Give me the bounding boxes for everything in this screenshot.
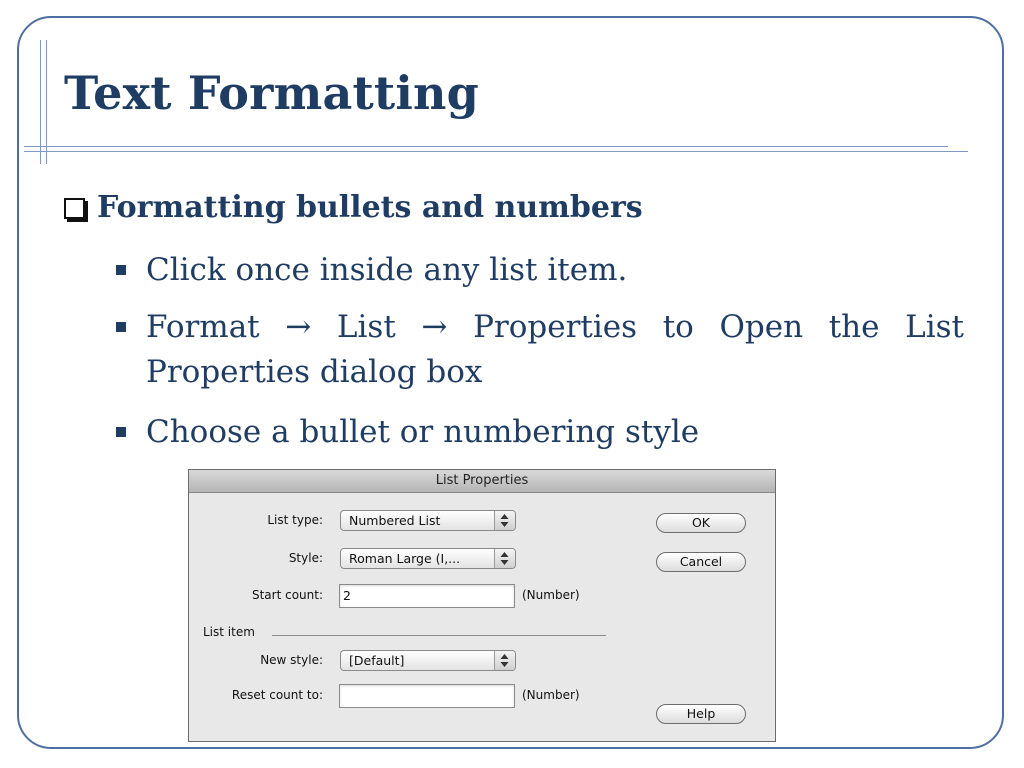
cancel-button[interactable]: Cancel (656, 552, 746, 572)
group-divider (272, 635, 606, 636)
checkbox-bullet-icon (64, 198, 85, 219)
heading-bullet (64, 190, 643, 225)
bullet-item-2 (116, 305, 964, 395)
updown-arrows-icon (494, 549, 515, 568)
bullet-text-2: Format → List → Properties to Open the List Properties dialog box (146, 309, 964, 390)
list-item-group-label: List item (203, 625, 255, 639)
dialog-titlebar: List Properties (189, 470, 775, 493)
new-style-label: New style: (260, 653, 323, 667)
reset-count-input[interactable] (339, 684, 515, 708)
reset-count-unit: (Number) (522, 688, 580, 702)
start-count-input[interactable]: 2 (339, 584, 515, 608)
start-count-label: Start count: (251, 588, 323, 602)
bullet-item-1 (116, 248, 627, 293)
new-style-value: [Default] (349, 653, 405, 668)
square-bullet-icon (116, 427, 126, 437)
square-bullet-icon (116, 322, 126, 332)
style-value: Roman Large (I,... (349, 551, 461, 566)
list-type-select[interactable] (340, 510, 516, 531)
updown-arrows-icon (494, 511, 515, 530)
list-type-label: List type: (267, 513, 323, 527)
list-type-value: Numbered List (349, 513, 441, 528)
new-style-select[interactable] (340, 650, 516, 671)
accent-horizontal-line-1 (24, 146, 948, 147)
square-bullet-icon (116, 265, 126, 275)
style-select[interactable] (340, 548, 516, 569)
bullet-text-3: Choose a bullet or numbering style (146, 414, 700, 450)
updown-arrows-icon (494, 651, 515, 670)
help-button[interactable]: Help (656, 704, 746, 724)
ok-button[interactable]: OK (656, 513, 746, 533)
reset-count-label: Reset count to: (231, 688, 323, 702)
start-count-unit: (Number) (522, 588, 580, 602)
heading-text: Formatting bullets and numbers (97, 190, 643, 225)
accent-horizontal-line-2 (24, 151, 968, 152)
slide-title: Text Formatting (64, 66, 480, 120)
style-label: Style: (288, 551, 323, 565)
list-properties-dialog (188, 469, 776, 742)
bullet-item-3 (116, 410, 699, 455)
bullet-text-1: Click once inside any list item. (146, 252, 628, 288)
